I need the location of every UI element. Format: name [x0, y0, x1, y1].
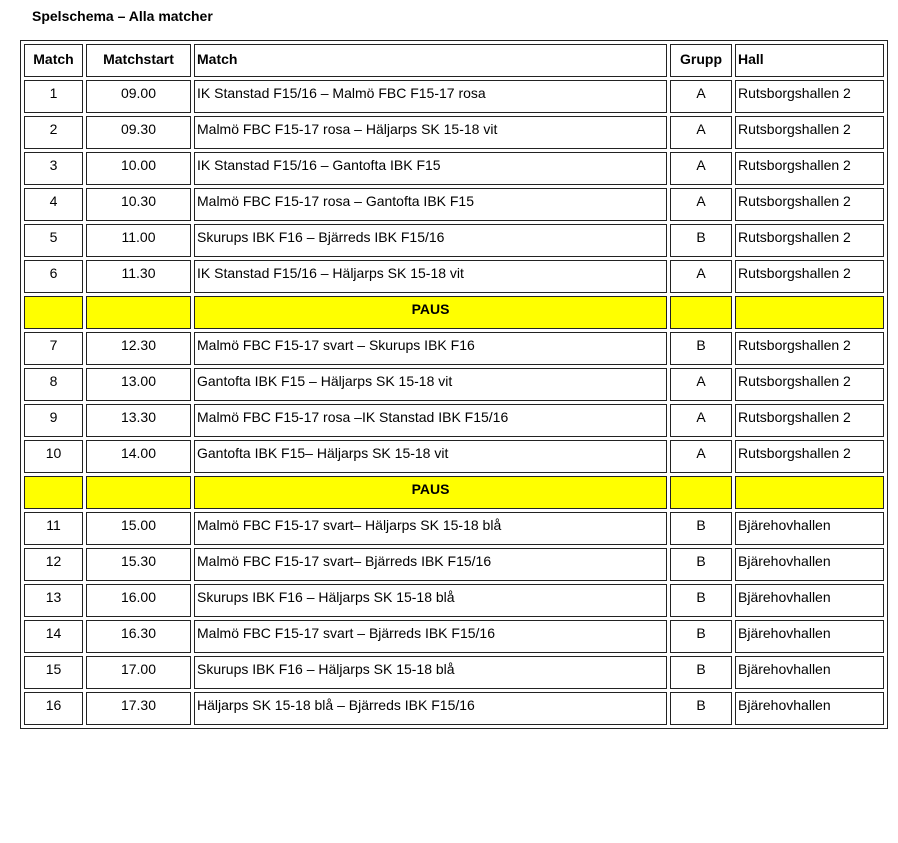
- cell-match-no: 15: [24, 656, 83, 689]
- cell-match-no: 7: [24, 332, 83, 365]
- cell-match: Gantofta IBK F15– Häljarps SK 15-18 vit: [194, 440, 667, 473]
- cell-hall: Bjärehovhallen: [735, 584, 884, 617]
- cell-match: Malmö FBC F15-17 rosa – Häljarps SK 15-18 vit: [194, 116, 667, 149]
- cell-match-start: 09.00: [86, 80, 191, 113]
- table-row: [24, 584, 884, 617]
- cell-match-start: 12.30: [86, 332, 191, 365]
- cell-match: Malmö FBC F15-17 svart– Bjärreds IBK F15/16: [194, 548, 667, 581]
- pause-cell: [670, 296, 732, 329]
- cell-group: B: [670, 656, 732, 689]
- cell-match: Malmö FBC F15-17 svart– Häljarps SK 15-18 blå: [194, 512, 667, 545]
- cell-match: Skurups IBK F16 – Bjärreds IBK F15/16: [194, 224, 667, 257]
- header-match: Match: [194, 44, 667, 77]
- table-row: [24, 116, 884, 149]
- cell-match-start: 16.00: [86, 584, 191, 617]
- cell-match-no: 13: [24, 584, 83, 617]
- page-title: Spelschema – Alla matcher: [32, 8, 213, 24]
- cell-match-no: 8: [24, 368, 83, 401]
- table-row: [24, 224, 884, 257]
- cell-match-start: 15.30: [86, 548, 191, 581]
- cell-match-no: 6: [24, 260, 83, 293]
- cell-match-start: 10.00: [86, 152, 191, 185]
- cell-match-no: 16: [24, 692, 83, 725]
- header-match-no: Match: [24, 44, 83, 77]
- cell-hall: Rutsborgshallen 2: [735, 404, 884, 437]
- cell-hall: Bjärehovhallen: [735, 512, 884, 545]
- cell-match-start: 17.30: [86, 692, 191, 725]
- schedule-table: [21, 41, 887, 728]
- cell-hall: Rutsborgshallen 2: [735, 260, 884, 293]
- schedule-table-body: [24, 44, 884, 725]
- cell-match-no: 4: [24, 188, 83, 221]
- pause-cell: [735, 476, 884, 509]
- table-row: [24, 368, 884, 401]
- cell-group: B: [670, 620, 732, 653]
- cell-match-start: 15.00: [86, 512, 191, 545]
- cell-match-start: 09.30: [86, 116, 191, 149]
- cell-match-start: 11.30: [86, 260, 191, 293]
- cell-group: B: [670, 548, 732, 581]
- cell-hall: Bjärehovhallen: [735, 656, 884, 689]
- cell-hall: Rutsborgshallen 2: [735, 332, 884, 365]
- cell-match-start: 11.00: [86, 224, 191, 257]
- cell-match-no: 1: [24, 80, 83, 113]
- table-row: [24, 332, 884, 365]
- cell-group: B: [670, 692, 732, 725]
- cell-hall: Rutsborgshallen 2: [735, 368, 884, 401]
- cell-match: IK Stanstad F15/16 – Häljarps SK 15-18 vit: [194, 260, 667, 293]
- pause-row: [24, 296, 884, 329]
- schedule-table-frame: [20, 40, 888, 729]
- table-row: [24, 440, 884, 473]
- cell-group: A: [670, 368, 732, 401]
- cell-group: B: [670, 224, 732, 257]
- table-row: [24, 548, 884, 581]
- table-row: [24, 620, 884, 653]
- cell-match: Skurups IBK F16 – Häljarps SK 15-18 blå: [194, 656, 667, 689]
- cell-match-no: 9: [24, 404, 83, 437]
- cell-hall: Rutsborgshallen 2: [735, 440, 884, 473]
- table-row: [24, 656, 884, 689]
- table-header-row: [24, 44, 884, 77]
- pause-label: PAUS: [194, 476, 667, 509]
- pause-cell: [86, 476, 191, 509]
- cell-match: Malmö FBC F15-17 rosa – Gantofta IBK F15: [194, 188, 667, 221]
- table-row: [24, 512, 884, 545]
- cell-match-start: 16.30: [86, 620, 191, 653]
- cell-match-start: 13.30: [86, 404, 191, 437]
- cell-match: Malmö FBC F15-17 rosa –IK Stanstad IBK F15/16: [194, 404, 667, 437]
- cell-hall: Bjärehovhallen: [735, 692, 884, 725]
- pause-cell: [735, 296, 884, 329]
- cell-match: Skurups IBK F16 – Häljarps SK 15-18 blå: [194, 584, 667, 617]
- pause-cell: [24, 476, 83, 509]
- pause-cell: [24, 296, 83, 329]
- cell-hall: Bjärehovhallen: [735, 548, 884, 581]
- cell-group: A: [670, 404, 732, 437]
- cell-match-no: 5: [24, 224, 83, 257]
- pause-cell: [86, 296, 191, 329]
- cell-group: A: [670, 152, 732, 185]
- cell-match-start: 10.30: [86, 188, 191, 221]
- header-hall: Hall: [735, 44, 884, 77]
- cell-group: A: [670, 80, 732, 113]
- table-row: [24, 188, 884, 221]
- cell-group: A: [670, 260, 732, 293]
- cell-group: A: [670, 116, 732, 149]
- table-row: [24, 692, 884, 725]
- cell-match-start: 17.00: [86, 656, 191, 689]
- cell-hall: Rutsborgshallen 2: [735, 188, 884, 221]
- cell-match-no: 14: [24, 620, 83, 653]
- cell-match: Häljarps SK 15-18 blå – Bjärreds IBK F15/16: [194, 692, 667, 725]
- cell-match: IK Stanstad F15/16 – Malmö FBC F15-17 rosa: [194, 80, 667, 113]
- cell-match: Malmö FBC F15-17 svart – Bjärreds IBK F15/16: [194, 620, 667, 653]
- cell-hall: Rutsborgshallen 2: [735, 116, 884, 149]
- cell-match-no: 2: [24, 116, 83, 149]
- table-row: [24, 260, 884, 293]
- header-match-start: Matchstart: [86, 44, 191, 77]
- cell-match: Gantofta IBK F15 – Häljarps SK 15-18 vit: [194, 368, 667, 401]
- cell-hall: Rutsborgshallen 2: [735, 224, 884, 257]
- cell-group: A: [670, 440, 732, 473]
- header-group: Grupp: [670, 44, 732, 77]
- table-row: [24, 404, 884, 437]
- table-row: [24, 152, 884, 185]
- cell-group: B: [670, 332, 732, 365]
- cell-match: IK Stanstad F15/16 – Gantofta IBK F15: [194, 152, 667, 185]
- cell-hall: Rutsborgshallen 2: [735, 80, 884, 113]
- table-row: [24, 80, 884, 113]
- cell-match-no: 12: [24, 548, 83, 581]
- cell-group: A: [670, 188, 732, 221]
- cell-match-no: 11: [24, 512, 83, 545]
- cell-match: Malmö FBC F15-17 svart – Skurups IBK F16: [194, 332, 667, 365]
- pause-label: PAUS: [194, 296, 667, 329]
- cell-hall: Rutsborgshallen 2: [735, 152, 884, 185]
- cell-hall: Bjärehovhallen: [735, 620, 884, 653]
- cell-group: B: [670, 584, 732, 617]
- cell-match-start: 14.00: [86, 440, 191, 473]
- pause-row: [24, 476, 884, 509]
- cell-match-no: 3: [24, 152, 83, 185]
- cell-match-start: 13.00: [86, 368, 191, 401]
- pause-cell: [670, 476, 732, 509]
- cell-group: B: [670, 512, 732, 545]
- cell-match-no: 10: [24, 440, 83, 473]
